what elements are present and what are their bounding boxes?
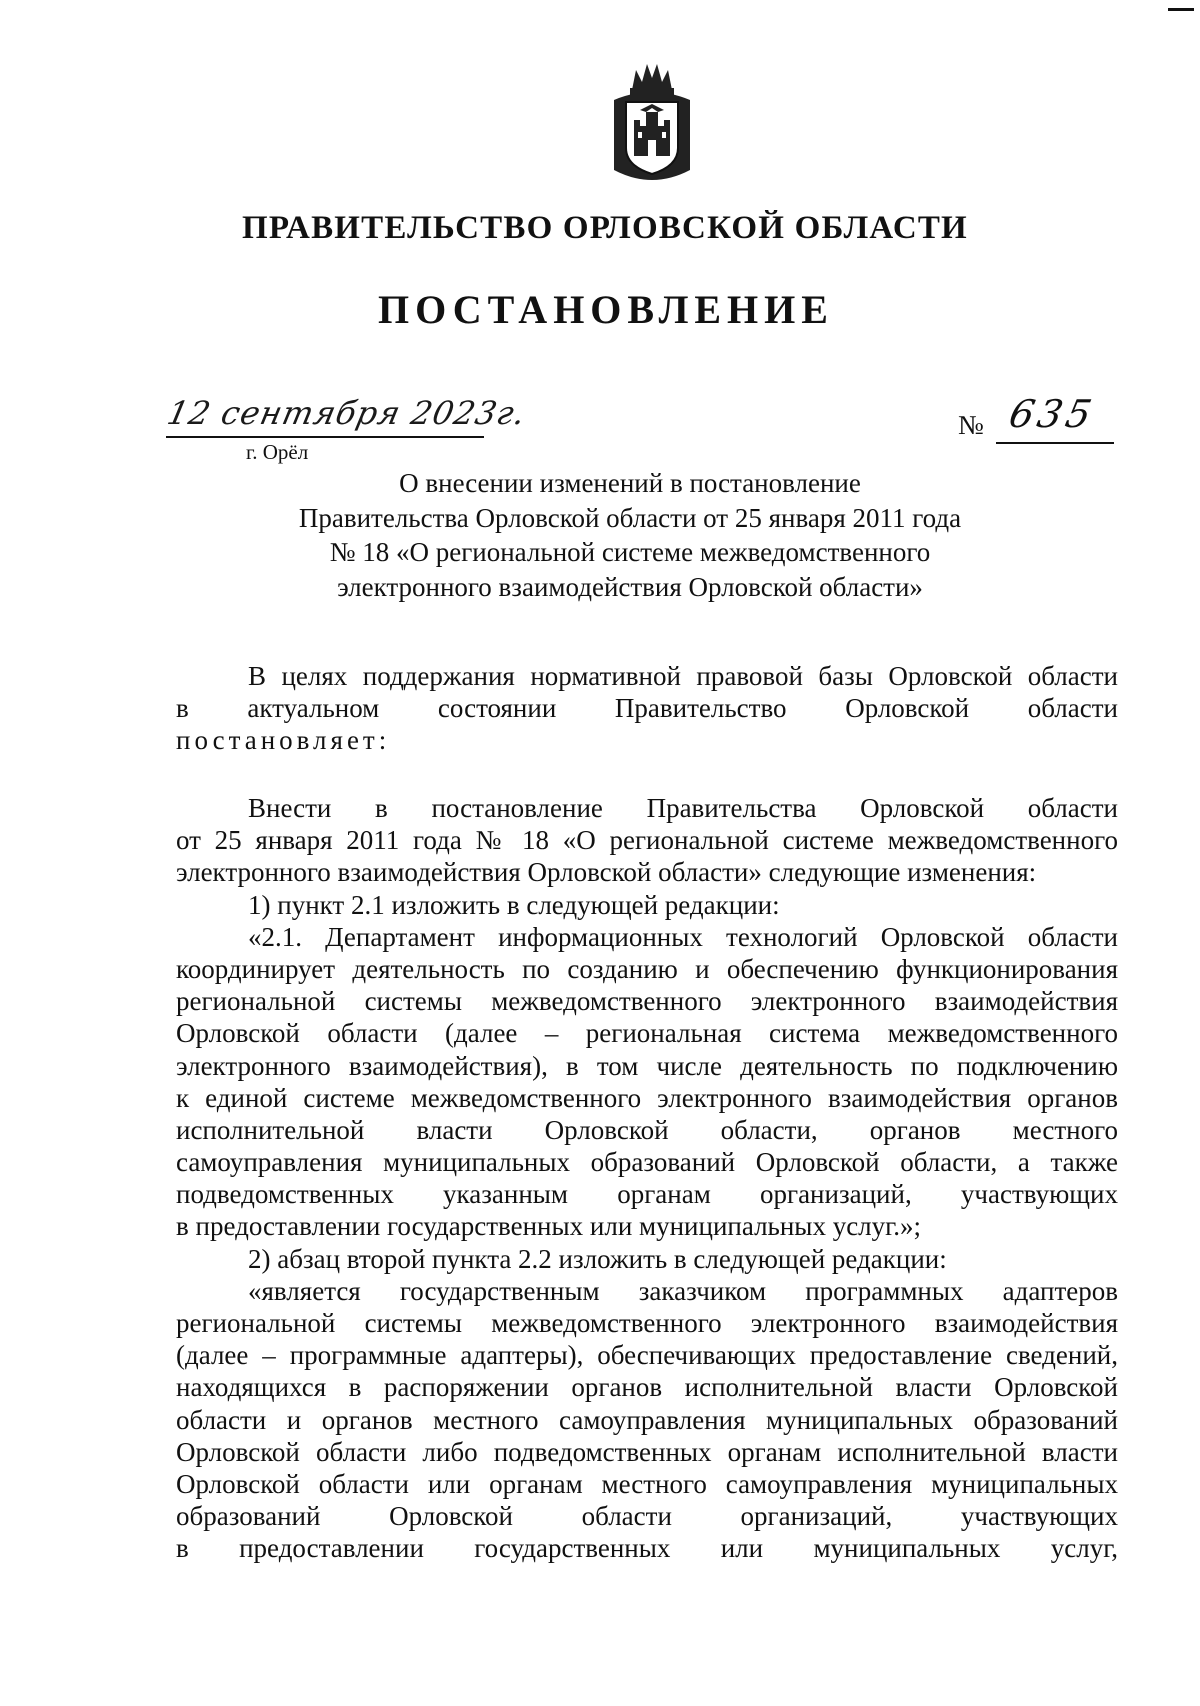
document-type: ПОСТАНОВЛЕНИЕ (378, 287, 834, 332)
body-line: Внести в постановление Правительства Орловской области (248, 793, 1118, 823)
handwritten-number: 635 (1005, 392, 1100, 436)
body-text (176, 792, 1118, 1565)
body-line: электронного взаимодействия), в том числе деятельность по подключению (176, 1050, 1118, 1081)
body-line: Орловской области либо подведомственных органам исполнительной власти (176, 1436, 1118, 1467)
body-line: в предоставлении государственных или муниципальных услуг, (176, 1533, 1118, 1564)
city-label: г. Орёл (246, 440, 309, 464)
body-line: региональной системы межведомственного электронного взаимодействия (176, 1308, 1118, 1338)
government-title: ПРАВИТЕЛЬСТВО ОРЛОВСКОЙ ОБЛАСТИ (242, 210, 968, 246)
corner-dash-mark (1168, 8, 1194, 11)
subject-line: электронного взаимодействия Орловской области» (337, 571, 923, 602)
body-line: в предоставлении государственных или муниципальных услуг.»; (176, 1211, 921, 1242)
handwritten-date: 12 сентября 2023г. (163, 394, 530, 432)
body-line: образований Орловской области организаций, участвующих (176, 1501, 1118, 1532)
preamble-line: постановляет: (176, 725, 391, 756)
body-line: исполнительной власти Орловской области, органов местного (176, 1114, 1118, 1145)
subject-line: Правительства Орловской области от 25 января 2011 года (298, 502, 962, 533)
body-line: находящихся в распоряжении органов исполнительной власти Орловской (176, 1372, 1118, 1403)
subject-line: О внесении изменений в постановление (399, 468, 861, 498)
body-line: Орловской области (далее – региональная система межведомственного (176, 1018, 1118, 1049)
date-underline (166, 436, 484, 438)
body-line: «2.1. Департамент информационных технологий Орловской области (248, 921, 1118, 952)
preamble-line: в актуальном состоянии Правительство Орловской области (176, 693, 1118, 724)
body-line: 1) пункт 2.1 изложить в следующей редакции: (248, 889, 780, 920)
subject-line: № 18 «О региональной системе межведомственного (329, 537, 931, 567)
body-line: 2) абзац второй пункта 2.2 изложить в следующей редакции: (248, 1243, 947, 1274)
number-label: № (958, 410, 984, 440)
body-line: (далее – программные адаптеры), обеспечивающих предоставление сведений, (176, 1340, 1118, 1371)
body-line: от 25 января 2011 года № 18 «О региональной системе межведомственного (176, 825, 1118, 856)
body-line: «является государственным заказчиком программных адаптеров (248, 1275, 1118, 1306)
body-line: самоуправления муниципальных образований Орловской области, а также (176, 1147, 1118, 1178)
body-line: Орловской области или органам местного самоуправления муниципальных (176, 1468, 1118, 1499)
number-underline (996, 442, 1114, 444)
coat-of-arms-emblem (610, 60, 694, 186)
preamble-paragraph (176, 660, 1118, 757)
body-line: региональной системы межведомственного электронного взаимодействия (176, 986, 1118, 1017)
body-line: электронного взаимодействия Орловской области» следующие изменения: (176, 857, 1037, 888)
body-line: подведомственных указанным органам организаций, участвующих (176, 1179, 1118, 1210)
body-line: координирует деятельность по созданию и обеспечению функционирования (176, 953, 1118, 984)
document-subject (260, 466, 1000, 604)
preamble-line: В целях поддержания нормативной правовой базы Орловской области (248, 661, 1118, 691)
body-line: области и органов местного самоуправления муниципальных образований (176, 1404, 1118, 1435)
body-line: к единой системе межведомственного электронного взаимодействия органов (176, 1082, 1118, 1113)
